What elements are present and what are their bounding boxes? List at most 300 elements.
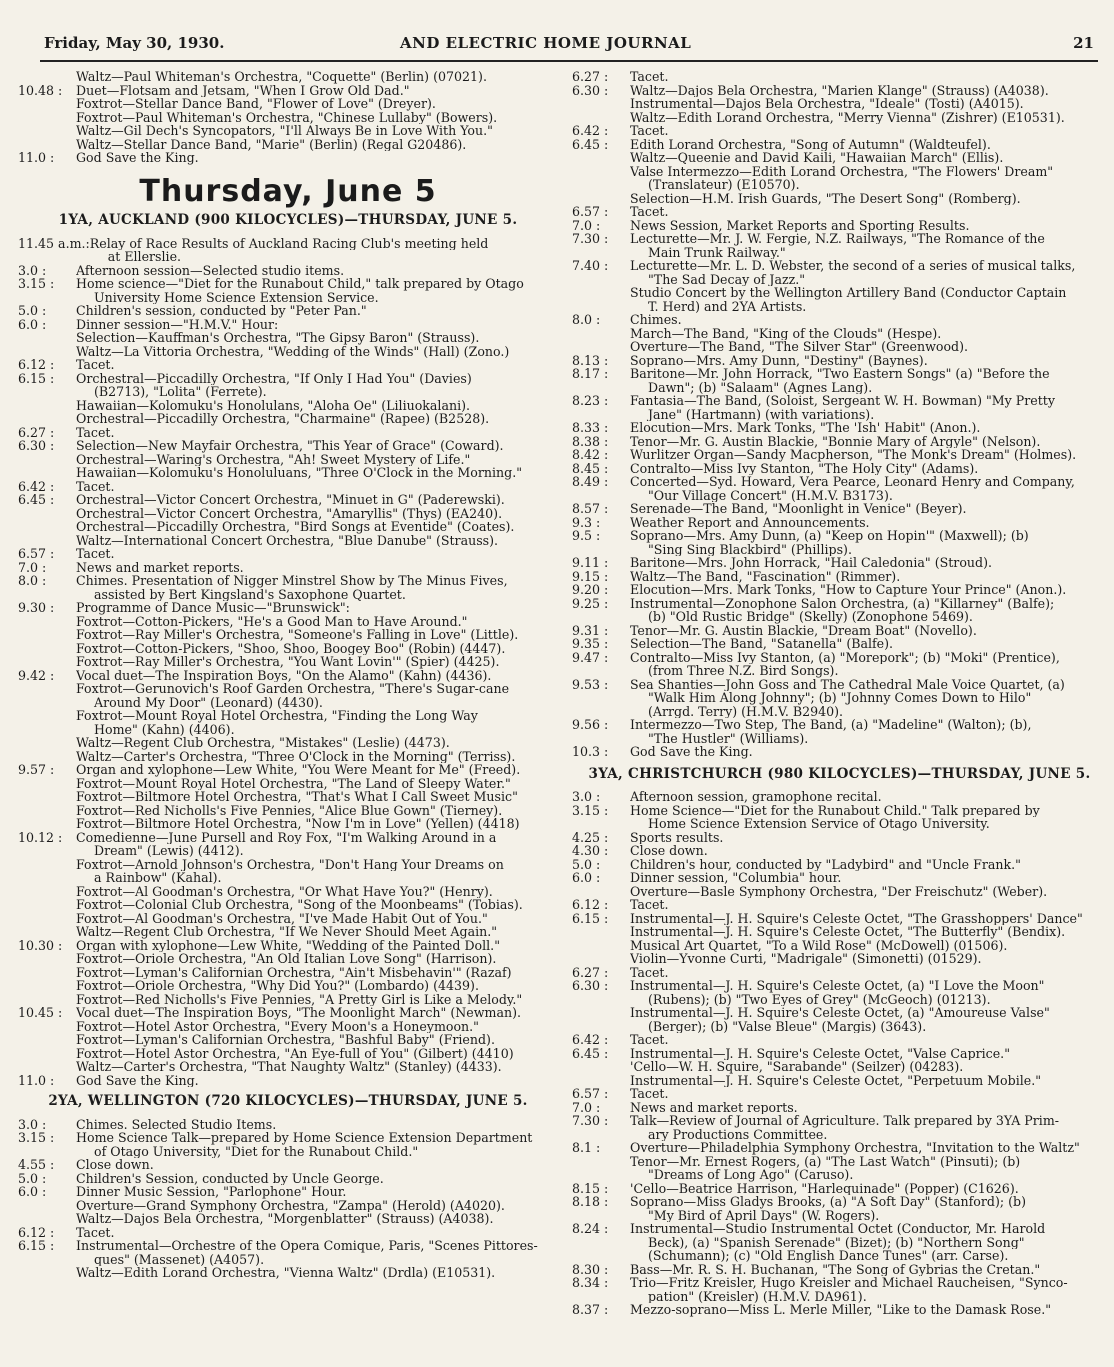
entry-time: 8.13 : bbox=[572, 352, 609, 368]
programme-entry bbox=[572, 475, 1107, 502]
entry-line: Instrumental—Dajos Bela Orchestra, "Ideale" (Tosti) (A4015). bbox=[630, 97, 1024, 111]
entry-time: 8.17 : bbox=[572, 366, 609, 381]
entry-line: Soprano—Mrs. Amy Dunn, (a) "Keep on Hopin'" (Maxwell); (b) bbox=[630, 529, 1029, 543]
entry-text bbox=[630, 462, 1107, 476]
entry-line: Tacet. bbox=[630, 124, 669, 138]
entry-text bbox=[76, 1185, 558, 1226]
entry-time: 8.38 : bbox=[572, 433, 609, 449]
entry-line: Waltz—Queenie and David Kaili, "Hawaiian March" (Ellis). bbox=[630, 151, 1004, 165]
entry-text bbox=[630, 597, 1107, 624]
entry-line: Bass—Mr. R. S. H. Buchanan, "The Song of Gybrias the Cretan." bbox=[630, 1262, 1041, 1276]
entry-time: 9.56 : bbox=[572, 717, 609, 732]
entry-line: Organ and xylophone—Lew White, "You Were Meant for Me" (Freed). bbox=[76, 763, 521, 777]
programme-entry bbox=[572, 790, 1107, 804]
entry-line: Foxtrot—Lyman's Californian Orchestra, "Bashful Baby" (Friend). bbox=[76, 1033, 495, 1047]
entry-line: a Rainbow" (Kahal). bbox=[94, 871, 222, 885]
entry-line: Contralto—Miss Ivy Stanton, "The Holy City" (Adams). bbox=[630, 461, 979, 475]
entry-line: Waltz—Gil Dech's Syncopators, "I'll Always Be in Love With You." bbox=[76, 124, 493, 138]
programme-entry bbox=[572, 1114, 1107, 1141]
entry-text bbox=[76, 84, 558, 152]
programme-entry bbox=[18, 84, 558, 152]
entry-time: 6.42 : bbox=[572, 1032, 609, 1047]
entry-time: 9.57 : bbox=[18, 762, 55, 777]
entry-line: (from Three N.Z. Bird Songs). bbox=[648, 664, 839, 678]
programme-entry bbox=[572, 124, 1107, 138]
entry-line: Foxtrot—Red Nicholls's Five Pennies, "A Pretty Girl is Like a Melody." bbox=[76, 992, 523, 1006]
entry-line: at Ellerslie. bbox=[107, 250, 182, 264]
entry-line: University Home Science Extension Service. bbox=[94, 290, 379, 304]
programme-entry bbox=[18, 574, 558, 601]
entry-text bbox=[630, 637, 1107, 651]
entry-line: Instrumental—Zonophone Salon Orchestra, (a) "Killarney" (Balfe); bbox=[630, 596, 1055, 610]
programme-entry bbox=[572, 1303, 1107, 1317]
entry-line: (b) "Old Rustic Bridge" (Skelly) (Zonophone 5469). bbox=[648, 610, 973, 624]
entry-text bbox=[630, 421, 1107, 435]
entry-text bbox=[630, 678, 1107, 719]
programme-entry bbox=[18, 358, 558, 372]
programme-entry bbox=[18, 237, 558, 264]
entry-line: Tacet. bbox=[76, 1225, 115, 1239]
entry-text bbox=[76, 358, 558, 372]
programme-entry bbox=[572, 394, 1107, 421]
entry-text bbox=[76, 480, 558, 494]
entry-line: Wurlitzer Organ—Sandy Macpherson, "The Monk's Dream" (Holmes). bbox=[630, 448, 1077, 462]
programme-entry bbox=[572, 219, 1107, 233]
entry-text bbox=[630, 354, 1107, 368]
programme-entry bbox=[572, 84, 1107, 125]
entry-line: Instrumental—J. H. Squire's Celeste Octet, "Perpetuum Mobile." bbox=[630, 1073, 1041, 1087]
day-title: Thursday, June 5 bbox=[139, 173, 437, 209]
entry-line: Tacet. bbox=[630, 898, 669, 912]
entry-line: Orchestral—Piccadilly Orchestra, "Bird Songs at Eventide" (Coates). bbox=[76, 520, 515, 534]
programme-entry bbox=[18, 480, 558, 494]
entry-line: Lecturette—Mr. L. D. Webster, the second of a series of musical talks, bbox=[630, 259, 1076, 273]
entry-time: 9.3 : bbox=[572, 514, 601, 530]
entry-line: Sports results. bbox=[630, 830, 724, 844]
entry-time: 6.15 : bbox=[18, 370, 55, 386]
entry-time: 6.27 : bbox=[18, 424, 55, 440]
entry-text bbox=[76, 318, 558, 359]
entry-line: "The Sad Decay of Jazz." bbox=[648, 272, 806, 286]
entry-line: Foxtrot—Hotel Astor Orchestra, "Every Moon's a Honeymoon." bbox=[76, 1019, 479, 1033]
entry-text bbox=[630, 70, 1107, 84]
entry-time: 9.20 : bbox=[572, 582, 609, 597]
entry-line: Afternoon session—Selected studio items. bbox=[76, 263, 345, 277]
entry-line: Tacet. bbox=[76, 425, 115, 439]
entry-line: Comedienne—June Pursell and Roy Fox, "I'm Walking Around in a bbox=[76, 830, 497, 844]
entry-line: Instrumental—J. H. Squire's Celeste Octet, "The Butterfly" (Bendix). bbox=[630, 925, 1066, 939]
entry-line: Weather Report and Announcements. bbox=[630, 515, 870, 529]
entry-time: 6.45 : bbox=[572, 1045, 609, 1061]
entry-time: 11.0 : bbox=[18, 150, 55, 165]
entry-line: Valse Intermezzo—Edith Lorand Orchestra, "The Flowers' Dream" bbox=[630, 164, 1054, 178]
entry-text bbox=[630, 1222, 1107, 1263]
entry-line: Orchestral—Piccadilly Orchestra, "Charmaine" (Rapee) (B2528). bbox=[76, 412, 490, 426]
entry-line: Overture—Grand Symphony Orchestra, "Zampa" (Herold) (A4020). bbox=[76, 1198, 505, 1212]
entry-time: 5.0 : bbox=[18, 1170, 47, 1186]
programme-entry bbox=[18, 426, 558, 440]
programme-entry bbox=[572, 70, 1107, 84]
entry-line: Duet—Flotsam and Jetsam, "When I Grow Old Dad." bbox=[76, 83, 410, 97]
entry-line: Waltz—Dajos Bela Orchestra, "Marien Klange" (Strauss) (A4038). bbox=[630, 83, 1049, 97]
entry-line: Children's session, conducted by "Peter Pan." bbox=[76, 304, 367, 318]
programme-entry bbox=[572, 966, 1107, 980]
programme-entry bbox=[572, 804, 1107, 831]
entry-line: Foxtrot—Colonial Club Orchestra, "Song of the Moonbeams" (Tobias). bbox=[76, 898, 523, 912]
right-column bbox=[572, 70, 1107, 1317]
programme-entry bbox=[18, 70, 558, 84]
entry-line: Dream" (Lewis) (4412). bbox=[94, 844, 244, 858]
programme-entry bbox=[572, 556, 1107, 570]
entry-line: Waltz—Edith Lorand Orchestra, "Merry Vienna" (Zishrer) (E10531). bbox=[630, 110, 1065, 124]
entry-line: Foxtrot—Lyman's Californian Orchestra, "Ain't Misbehavin'" (Razaf) bbox=[76, 965, 512, 979]
entry-text bbox=[630, 831, 1107, 845]
entry-text bbox=[630, 1263, 1107, 1277]
entry-time: 6.12 : bbox=[18, 357, 55, 372]
entry-line: Tacet. bbox=[76, 358, 115, 372]
entry-line: Children's Session, conducted by Uncle George. bbox=[76, 1171, 384, 1185]
entry-text bbox=[630, 1276, 1107, 1303]
entry-line: Foxtrot—Biltmore Hotel Orchestra, "Now I'm in Love" (Yellen) (4418) bbox=[76, 817, 520, 831]
entry-line: Elocution—Mrs. Mark Tonks, "The 'Ish' Habit" (Anon.). bbox=[630, 421, 981, 435]
entry-line: News and market reports. bbox=[630, 1100, 798, 1114]
entry-time: 8.30 : bbox=[572, 1261, 609, 1277]
entry-time: 8.15 : bbox=[572, 1180, 609, 1196]
programme-entry bbox=[18, 1185, 558, 1226]
right-carryover-list bbox=[572, 70, 1107, 759]
programme-entry bbox=[572, 858, 1107, 872]
entry-line: Mezzo-soprano—Miss L. Merle Miller, "Like to the Damask Rose." bbox=[630, 1303, 1051, 1317]
entry-time: 9.53 : bbox=[572, 676, 609, 692]
programme-entry bbox=[18, 277, 558, 304]
entry-time: 6.45 : bbox=[18, 492, 55, 507]
entry-time: 3.15 : bbox=[18, 1130, 55, 1145]
entry-time: 3.0 : bbox=[18, 1116, 47, 1132]
entry-time: 6.0 : bbox=[572, 870, 601, 885]
left-column bbox=[18, 70, 558, 1280]
entry-line: Elocution—Mrs. Mark Tonks, "How to Capture Your Prince" (Anon.). bbox=[630, 583, 1067, 597]
entry-line: Concerted—Syd. Howard, Vera Pearce, Leonard Henry and Company, bbox=[630, 475, 1075, 489]
entry-time: 8.34 : bbox=[572, 1275, 609, 1290]
programme-entry bbox=[572, 624, 1107, 638]
entry-time: 9.47 : bbox=[572, 649, 609, 665]
entry-line: Waltz—Paul Whiteman's Orchestra, "Coquette" (Berlin) (07021). bbox=[76, 70, 487, 84]
entry-text bbox=[630, 502, 1107, 516]
programme-entry bbox=[572, 502, 1107, 516]
entry-text bbox=[76, 277, 558, 304]
entry-line: Tenor—Mr. G. Austin Blackie, "Bonnie Mary of Argyle" (Nelson). bbox=[630, 434, 1041, 448]
entry-text bbox=[76, 1074, 558, 1088]
entry-time: 3.0 : bbox=[18, 262, 47, 278]
station-heading-2ya: 2YA, WELLINGTON (720 KILOCYCLES)—THURSDAY, JUNE 5. bbox=[48, 1093, 528, 1109]
entry-time: 6.57 : bbox=[18, 546, 55, 561]
entry-line: Vocal duet—The Inspiration Boys, "The Moonlight March" (Newman). bbox=[76, 1006, 521, 1020]
entry-line: Orchestral—Victor Concert Orchestra, "Amaryllis" (Thys) (EA240). bbox=[76, 506, 503, 520]
entry-time: 8.24 : bbox=[572, 1221, 609, 1236]
entry-time: 9.5 : bbox=[572, 528, 601, 543]
entry-line: Instrumental—Studio Instrumental Octet (Conductor, Mr. Harold bbox=[630, 1222, 1046, 1236]
programme-entry bbox=[572, 831, 1107, 845]
programme-entry bbox=[18, 372, 558, 426]
programme-entry bbox=[572, 597, 1107, 624]
entry-text bbox=[76, 547, 558, 561]
entry-line: (Rubens); (b) "Two Eyes of Grey" (McGeoch) (01213). bbox=[648, 992, 991, 1006]
entry-time: 6.27 : bbox=[572, 964, 609, 980]
programme-entry bbox=[572, 898, 1107, 912]
entry-text bbox=[630, 313, 1107, 354]
programme-entry bbox=[18, 1006, 558, 1074]
entry-text bbox=[76, 831, 558, 939]
programme-entry bbox=[18, 1226, 558, 1240]
programme-entry bbox=[572, 232, 1107, 259]
entry-time: 3.15 : bbox=[572, 802, 609, 818]
entry-line: Foxtrot—Ray Miller's Orchestra, "You Want Lovin'" (Spier) (4425). bbox=[76, 655, 500, 669]
entry-time: 9.31 : bbox=[572, 622, 609, 638]
entry-text bbox=[76, 1006, 558, 1074]
entry-text bbox=[630, 367, 1107, 394]
programme-entry bbox=[572, 1222, 1107, 1263]
entry-line: Tacet. bbox=[630, 1033, 669, 1047]
entry-time: 8.0 : bbox=[18, 573, 47, 588]
programme-entry bbox=[572, 367, 1107, 394]
entry-line: Overture—The Band, "The Silver Star" (Greenwood). bbox=[630, 340, 969, 354]
entry-time: 6.30 : bbox=[572, 978, 609, 993]
programme-list-3ya bbox=[572, 790, 1107, 1317]
programme-entry bbox=[18, 264, 558, 278]
entry-time: 8.42 : bbox=[572, 447, 609, 462]
entry-text bbox=[630, 1087, 1107, 1101]
entry-text bbox=[630, 435, 1107, 449]
entry-text bbox=[76, 1131, 558, 1158]
entry-text bbox=[630, 1047, 1107, 1088]
entry-text bbox=[630, 232, 1107, 259]
entry-text bbox=[76, 669, 558, 764]
entry-text bbox=[76, 70, 558, 84]
entry-line: ary Productions Committee. bbox=[648, 1127, 828, 1141]
entry-line: Tacet. bbox=[76, 479, 115, 493]
entry-line: God Save the King. bbox=[630, 745, 753, 759]
programme-entry bbox=[18, 493, 558, 547]
programme-entry bbox=[572, 1182, 1107, 1196]
entry-line: Close down. bbox=[630, 844, 708, 858]
entry-time: 8.37 : bbox=[572, 1302, 609, 1317]
entry-time: 6.30 : bbox=[572, 82, 609, 98]
entry-line: March—The Band, "King of the Clouds" (Hespe). bbox=[630, 326, 942, 340]
entry-time: 9.15 : bbox=[572, 568, 609, 584]
programme-entry bbox=[18, 1074, 558, 1088]
entry-line: (Schumann); (c) "Old English Dance Tunes" (arr. Carse). bbox=[648, 1249, 1009, 1263]
entry-line: Beck), (a) "Spanish Serenade" (Bizet); (b) "Northern Song" bbox=[648, 1235, 1025, 1249]
entry-text bbox=[630, 84, 1107, 125]
entry-line: Vocal duet—The Inspiration Boys, "On the Alamo" (Kahn) (4436). bbox=[76, 668, 492, 682]
entry-time: 7.40 : bbox=[572, 258, 609, 273]
entry-line: Home Science—"Diet for the Runabout Child." Talk prepared by bbox=[630, 803, 1040, 817]
programme-entry bbox=[572, 1276, 1107, 1303]
entry-text bbox=[630, 1114, 1107, 1141]
entry-line: Musical Art Quartet, "To a Wild Rose" (McDowell) (01506). bbox=[630, 938, 1008, 952]
programme-list-1ya bbox=[18, 237, 558, 1088]
programme-entry bbox=[572, 651, 1107, 678]
entry-line: Foxtrot—Hotel Astor Orchestra, "An Eye-full of You" (Gilbert) (4410) bbox=[76, 1046, 514, 1060]
entry-line: Instrumental—J. H. Squire's Celeste Octet, "Valse Caprice." bbox=[630, 1046, 1010, 1060]
entry-time: 6.12 : bbox=[18, 1224, 55, 1240]
programme-entry bbox=[18, 151, 558, 165]
programme-entry bbox=[572, 745, 1107, 759]
entry-text bbox=[630, 1303, 1107, 1317]
entry-time: 11.0 : bbox=[18, 1072, 55, 1088]
entry-line: Chimes. Selected Studio Items. bbox=[76, 1117, 277, 1131]
entry-line: News and market reports. bbox=[76, 560, 244, 574]
entry-line: Foxtrot—Stellar Dance Band, "Flower of Love" (Dreyer). bbox=[76, 97, 436, 111]
entry-time: 10.12 : bbox=[18, 829, 63, 845]
entry-time: 6.42 : bbox=[18, 478, 55, 494]
entry-line: Home" (Kahn) (4406). bbox=[94, 722, 235, 736]
programme-list-2ya bbox=[18, 1118, 558, 1280]
entry-line: Waltz—Regent Club Orchestra, "Mistakes" (Leslie) (4473). bbox=[76, 736, 450, 750]
entry-text bbox=[76, 372, 558, 426]
entry-line: Instrumental—J. H. Squire's Celeste Octet, (a) "I Love the Moon" bbox=[630, 979, 1045, 993]
entry-text bbox=[630, 966, 1107, 980]
entry-line: Contralto—Miss Ivy Stanton, (a) "Morepork"; (b) "Moki" (Prentice), bbox=[630, 650, 1060, 664]
entry-line: Main Trunk Railway." bbox=[648, 245, 786, 259]
entry-line: "Our Village Concert" (H.M.V. B3173). bbox=[648, 488, 893, 502]
entry-line: Fantasia—The Band, (Soloist, Sergeant W. H. Bowman) "My Pretty bbox=[630, 394, 1055, 408]
programme-entry bbox=[572, 1195, 1107, 1222]
entry-time: 6.57 : bbox=[572, 1086, 609, 1101]
entry-text bbox=[76, 1158, 558, 1172]
programme-entry bbox=[572, 1047, 1107, 1088]
entry-line: Dinner Music Session, "Parlophone" Hour. bbox=[76, 1185, 347, 1199]
programme-entry bbox=[572, 678, 1107, 719]
entry-line: Selection—Kauffman's Orchestra, "The Gipsy Baron" (Strauss). bbox=[76, 331, 480, 345]
entry-line: (B2713), "Lolita" (Ferrete). bbox=[94, 385, 267, 399]
entry-line: God Save the King. bbox=[76, 1073, 199, 1087]
entry-time: 7.0 : bbox=[572, 1099, 601, 1115]
programme-entry bbox=[572, 871, 1107, 898]
entry-line: Soprano—Miss Gladys Brooks, (a) "A Soft Day" (Stanford); (b) bbox=[630, 1195, 1026, 1209]
programme-entry bbox=[572, 205, 1107, 219]
entry-text bbox=[630, 394, 1107, 421]
entry-line: Sea Shanties—John Goss and The Cathedral Male Voice Quartet, (a) bbox=[630, 677, 1065, 691]
entry-line: Chimes. Presentation of Nigger Minstrel Show by The Minus Fives, bbox=[76, 574, 508, 588]
programme-entry bbox=[18, 1118, 558, 1132]
entry-time: 9.42 : bbox=[18, 667, 55, 683]
entry-time: 8.45 : bbox=[572, 460, 609, 476]
entry-time: 6.0 : bbox=[18, 1184, 47, 1199]
entry-time: 5.0 : bbox=[572, 856, 601, 872]
entry-time: 8.33 : bbox=[572, 420, 609, 435]
programme-entry bbox=[572, 1087, 1107, 1101]
programme-entry bbox=[18, 304, 558, 318]
entry-text bbox=[630, 205, 1107, 219]
entry-line: Jane" (Hartmann) (with variations). bbox=[648, 407, 875, 421]
programme-entry bbox=[572, 583, 1107, 597]
entry-time: 4.30 : bbox=[572, 843, 609, 858]
entry-line: Dinner session—"H.M.V." Hour: bbox=[76, 317, 279, 331]
entry-time: 9.35 : bbox=[572, 636, 609, 651]
entry-line: Foxtrot—Gerunovich's Roof Garden Orchestra, "There's Sugar-cane bbox=[76, 682, 510, 696]
entry-time: 3.0 : bbox=[572, 789, 601, 804]
entry-text bbox=[630, 979, 1107, 1033]
programme-entry bbox=[18, 763, 558, 831]
entry-text bbox=[76, 601, 558, 669]
programme-entry bbox=[18, 831, 558, 939]
entry-line: T. Herd) and 2YA Artists. bbox=[648, 299, 807, 313]
entry-time: 8.57 : bbox=[572, 501, 609, 516]
entry-text bbox=[630, 718, 1107, 745]
entry-text bbox=[90, 237, 558, 264]
entry-text bbox=[630, 219, 1107, 233]
entry-text bbox=[76, 561, 558, 575]
entry-line: Programme of Dance Music—"Brunswick": bbox=[76, 601, 350, 615]
entry-line: (Arrgd. Terry) (H.M.V. B2940). bbox=[648, 704, 844, 718]
entry-text bbox=[76, 1239, 558, 1280]
entry-line: Foxtrot—Cotton-Pickers, "Shoo, Shoo, Boogey Boo" (Robin) (4447). bbox=[76, 641, 506, 655]
programme-entry bbox=[18, 318, 558, 359]
entry-line: Tenor—Mr. G. Austin Blackie, "Dream Boat" (Novello). bbox=[630, 623, 977, 637]
entry-line: Waltz—La Vittoria Orchestra, "Wedding of the Winds" (Hall) (Zono.) bbox=[76, 344, 510, 358]
entry-line: Tacet. bbox=[76, 547, 115, 561]
programme-entry bbox=[18, 601, 558, 669]
entry-line: Edith Lorand Orchestra, "Song of Autumn" (Waldteufel). bbox=[630, 137, 991, 151]
left-carryover-list bbox=[18, 70, 558, 165]
entry-line: Children's hour, conducted by "Ladybird" and "Uncle Frank." bbox=[630, 857, 1021, 871]
programme-entry bbox=[572, 462, 1107, 476]
programme-entry bbox=[572, 912, 1107, 966]
entry-line: Orchestral—Victor Concert Orchestra, "Minuet in G" (Paderewski). bbox=[76, 493, 505, 507]
entry-line: Foxtrot—Red Nicholls's Five Pennies, "Alice Blue Gown" (Tierney). bbox=[76, 803, 503, 817]
entry-line: Baritone—Mrs. John Horrack, "Hail Caledonia" (Stroud). bbox=[630, 556, 993, 570]
header-page-number: 21 bbox=[1073, 34, 1094, 52]
entry-text bbox=[630, 475, 1107, 502]
entry-text bbox=[76, 439, 558, 480]
entry-line: Selection—The Band, "Satanella" (Balfe). bbox=[630, 637, 894, 651]
entry-line: Home Science Talk—prepared by Home Science Extension Department bbox=[76, 1131, 533, 1145]
entry-line: Waltz—Edith Lorand Orchestra, "Vienna Waltz" (Drdla) (E10531). bbox=[76, 1266, 496, 1280]
entry-text bbox=[630, 124, 1107, 138]
entry-line: Instrumental—J. H. Squire's Celeste Octet, "The Grasshoppers' Dance" bbox=[630, 911, 1083, 925]
entry-line: assisted by Bert Kingsland's Saxophone Quartet. bbox=[94, 587, 406, 601]
programme-entry bbox=[572, 1033, 1107, 1047]
entry-line: Foxtrot—Biltmore Hotel Orchestra, "That's What I Call Sweet Music" bbox=[76, 790, 518, 804]
entry-time: 7.0 : bbox=[572, 217, 601, 233]
entry-line: (Berger); (b) "Valse Bleue" (Margis) (3643). bbox=[648, 1019, 927, 1033]
entry-text bbox=[630, 844, 1107, 858]
entry-line: Home science—"Diet for the Runabout Child," talk prepared by Otago bbox=[76, 277, 524, 291]
programme-entry bbox=[572, 637, 1107, 651]
entry-line: Violin—Yvonne Curti, "Madrigale" (Simonetti) (01529). bbox=[630, 952, 982, 966]
entry-text bbox=[630, 898, 1107, 912]
entry-time: 7.30 : bbox=[572, 1113, 609, 1128]
entry-line: Studio Concert by the Wellington Artillery Band (Conductor Captain bbox=[630, 286, 1067, 300]
entry-line: Tacet. bbox=[630, 70, 669, 84]
entry-text bbox=[630, 804, 1107, 831]
entry-line: Close down. bbox=[76, 1158, 154, 1172]
entry-text bbox=[630, 583, 1107, 597]
entry-time: 6.30 : bbox=[18, 438, 55, 453]
entry-line: Waltz—The Band, "Fascination" (Rimmer). bbox=[630, 569, 901, 583]
entry-text bbox=[76, 763, 558, 831]
programme-entry bbox=[572, 718, 1107, 745]
entry-text bbox=[630, 138, 1107, 206]
entry-line: Selection—H.M. Irish Guards, "The Desert Song" (Romberg). bbox=[630, 191, 1021, 205]
programme-entry bbox=[18, 561, 558, 575]
entry-time: 8.49 : bbox=[572, 474, 609, 489]
entry-time: 8.0 : bbox=[572, 312, 601, 327]
entry-line: Foxtrot—Arnold Johnson's Orchestra, "Don't Hang Your Dreams on bbox=[76, 857, 504, 871]
entry-line: Hawaiian—Kolomuku's Honoluluans, "Three O'Clock in the Morning." bbox=[76, 466, 522, 480]
entry-line: Serenade—The Band, "Moonlight in Venice" (Beyer). bbox=[630, 502, 967, 516]
